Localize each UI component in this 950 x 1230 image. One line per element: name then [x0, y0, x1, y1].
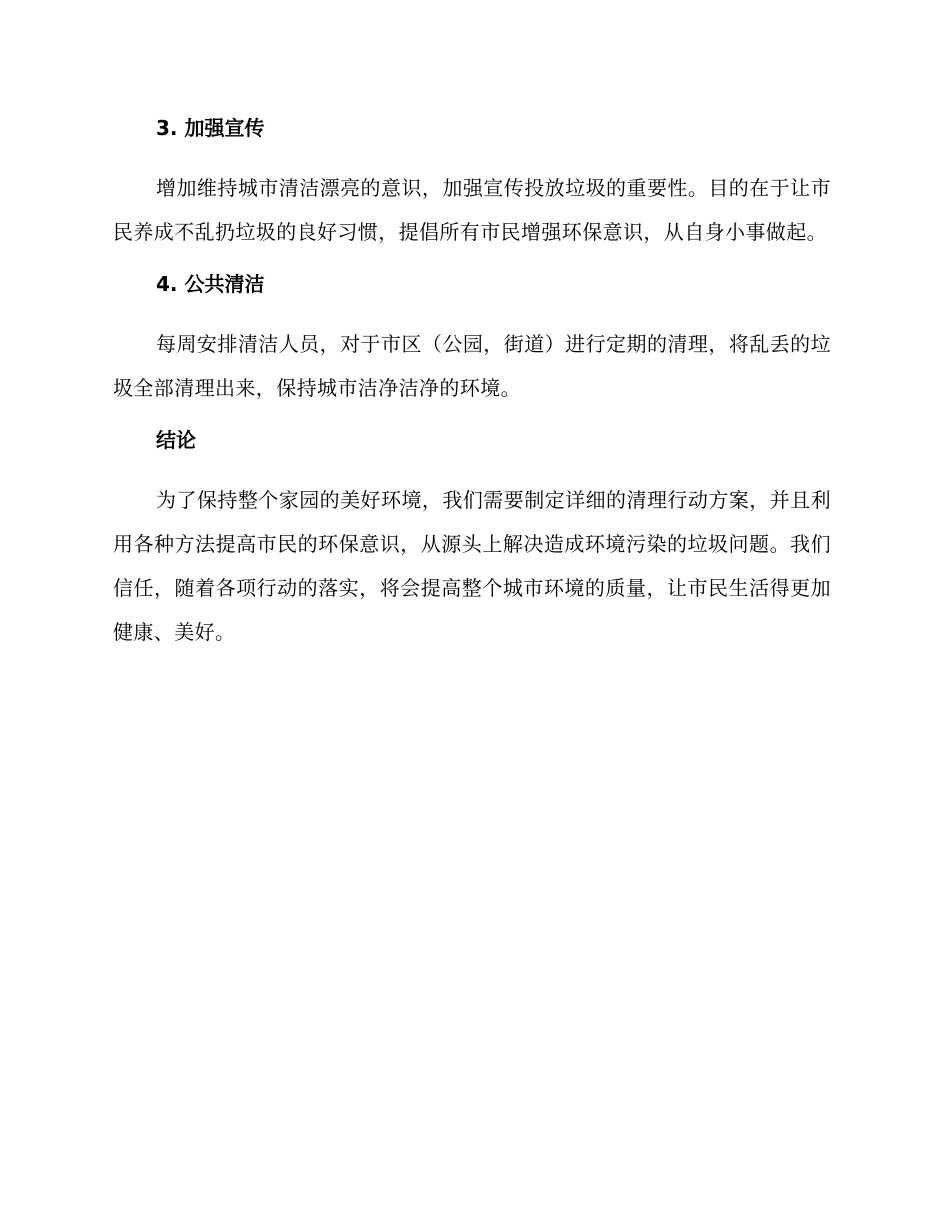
- section-heading-conclusion: 结论: [156, 428, 196, 452]
- section-heading-publicity: 3. 加强宣传: [156, 116, 265, 140]
- document-page: [113, 112, 831, 668]
- section-body-public-cleaning: 每周安排清洁人员，对于市区（公园，街道）进行定期的清理，将乱丢的垃圾全部清理出来，保持城市洁净洁净的环境。: [113, 332, 831, 400]
- section-heading-public-cleaning: 4. 公共清洁: [156, 272, 265, 296]
- section-body-conclusion: 为了保持整个家园的美好环境，我们需要制定详细的清理行动方案，并且利用各种方法提高市民的环保意识，从源头上解决造成环境污染的垃圾问题。我们信任，随着各项行动的落实，将会提高整个城市环境的质量，让市民生活得更加健康、美好。: [113, 488, 831, 644]
- section-body-publicity: 增加维持城市清洁漂亮的意识，加强宣传投放垃圾的重要性。目的在于让市民养成不乱扔垃圾的良好习惯，提倡所有市民增强环保意识，从自身小事做起。: [113, 176, 831, 244]
